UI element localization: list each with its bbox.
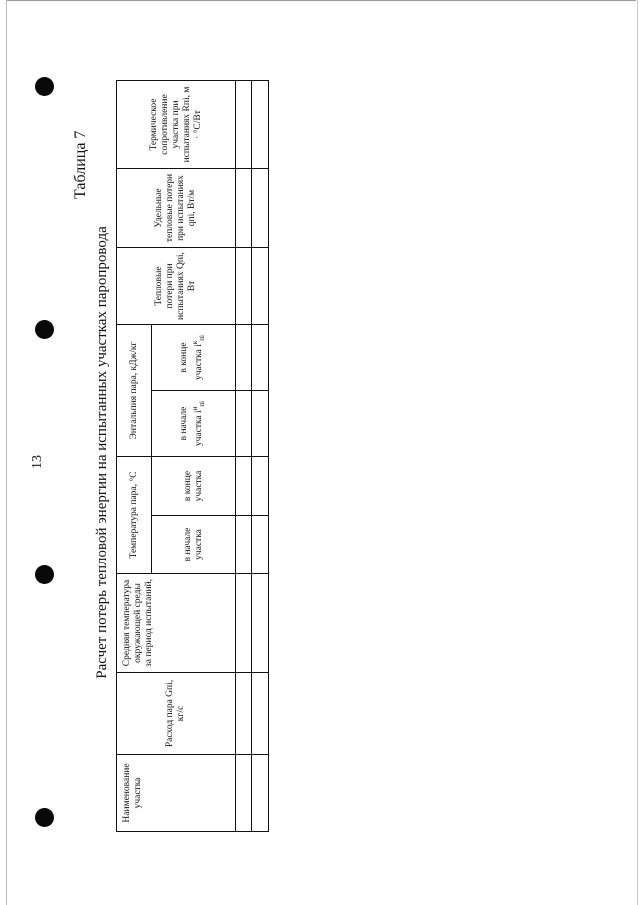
header-name: Наименование участка xyxy=(122,763,143,823)
page-title: Расчет потерь тепловой энергии на испытанных участках паропровода xyxy=(94,226,110,679)
header-thermal-resistance: Термическое сопротивление участка при испытаниях Rпi, м · °С/Вт xyxy=(148,86,203,163)
page-number: 13 xyxy=(30,455,45,469)
header-heat-loss: Тепловые потери при испытаниях Qпi, Вт xyxy=(154,252,197,320)
header-temp-end: в конце участка xyxy=(182,470,204,502)
header-enthalpy-end: в конце участка $i^к_{пi}$ xyxy=(178,335,207,380)
header-enthalpy: Энтальпия пара, кДж/кг xyxy=(128,341,139,440)
data-table xyxy=(116,80,269,832)
header-specific-loss: Удельные тепловые потери при испытаниях qпi, Вт/м xyxy=(154,173,197,243)
header-temp-start: в начале участка xyxy=(182,527,204,562)
header-ambient-temp: Средняя температура окружающей среды за период испытаний, xyxy=(122,578,154,668)
header-steam-temp: Температура пара, °С xyxy=(128,471,139,559)
header-flow: Расход пара Gпi, кг/с xyxy=(165,679,186,748)
table-label: Таблица 7 xyxy=(72,130,89,199)
header-enthalpy-start: в начале участка $i^н_{пi}$ xyxy=(178,400,207,447)
